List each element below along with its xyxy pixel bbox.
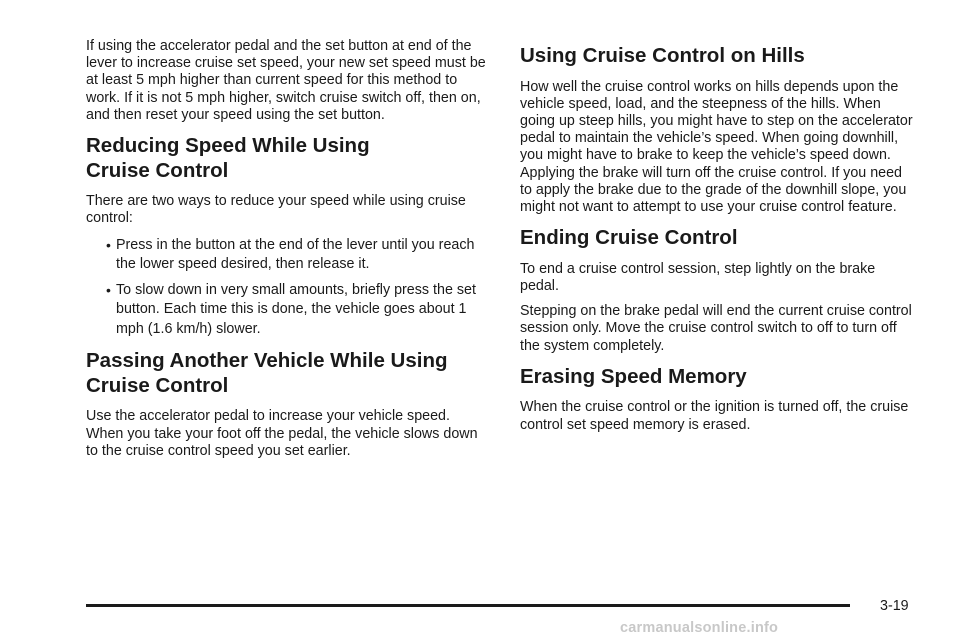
reducing-speed-heading-line1: Reducing Speed While Using xyxy=(86,134,370,158)
reducing-speed-paragraph: There are two ways to reduce your speed while using cruise control: xyxy=(86,193,466,227)
reducing-speed-heading-line2: Cruise Control xyxy=(86,158,229,182)
bullet-icon: • xyxy=(106,236,111,253)
ending-cruise-heading: Ending Cruise Control xyxy=(520,226,738,250)
passing-vehicle-heading-line2: Cruise Control xyxy=(86,373,229,397)
passing-vehicle-heading-line1: Passing Another Vehicle While Using xyxy=(86,349,448,373)
list-item-text: Press in the button at the end of the lever until you reach the lower speed desired, then release it. xyxy=(116,236,475,273)
hills-heading: Using Cruise Control on Hills xyxy=(520,44,805,67)
erasing-memory-paragraph: When the cruise control or the ignition is turned off, the cruise control set speed memory is erased. xyxy=(520,399,909,433)
reducing-speed-heading xyxy=(86,134,486,183)
list-item xyxy=(86,236,486,275)
erasing-memory-heading: Erasing Speed Memory xyxy=(520,364,747,388)
left-column xyxy=(86,38,486,468)
page-number: 3-19 xyxy=(880,598,909,614)
intro-paragraph: If using the accelerator pedal and the set button at end of the lever to increase cruise set speed, your new set speed must be at least 5 mph higher than current speed for this method to work. If it is not 5 mph higher, switch cruise switch off, then on, and then reset your speed using the set button. xyxy=(86,38,486,123)
passing-vehicle-paragraph: Use the accelerator pedal to increase your vehicle speed. When you take your foot off the pedal, the vehicle slows down to the cruise control speed you set earlier. xyxy=(86,408,478,459)
right-column xyxy=(520,38,916,442)
ending-cruise-paragraph-1: To end a cruise control session, step lightly on the brake pedal. xyxy=(520,260,876,295)
hills-paragraph: How well the cruise control works on hills depends upon the vehicle speed, load, and the steepness of the hills. When going up steep hills, you might have to step on the accelerator pedal to maintain the vehicle’s speed. When going downhill, you might have to brake to keep the vehicle’s speed down. Applying the brake will turn off the cruise control. If you need to apply the brake due to the grade of the downhill slope, you might not want to attempt to use your cruise control feature. xyxy=(520,78,913,216)
watermark: carmanualsonline.info xyxy=(620,620,779,636)
reducing-speed-list xyxy=(86,236,486,340)
list-item-text: To slow down in very small amounts, briefly press the set button. Each time this is done, the vehicle goes about 1 mph (1.6 km/h) slower. xyxy=(116,281,476,337)
list-item xyxy=(86,281,486,340)
bullet-icon: • xyxy=(106,281,111,298)
footer-rule xyxy=(86,604,850,607)
ending-cruise-paragraph-2: Stepping on the brake pedal will end the current cruise control session only. Move the cruise control switch to off to turn off the system completely. xyxy=(520,303,912,354)
passing-vehicle-heading xyxy=(86,349,486,398)
